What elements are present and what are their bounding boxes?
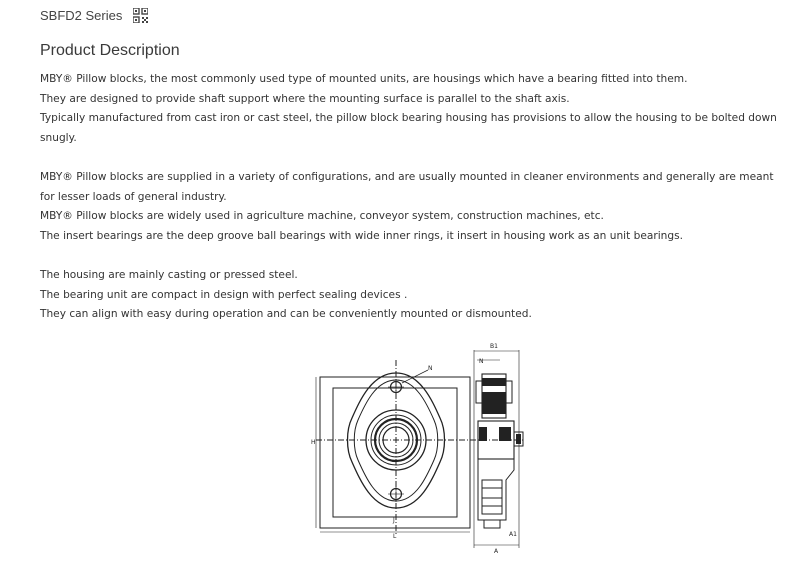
front-view — [316, 360, 470, 535]
desc-line: The bearing unit are compact in design with perfect sealing devices . — [40, 288, 408, 301]
product-description — [40, 70, 785, 325]
product-description-title: Product Description — [40, 42, 180, 59]
desc-line: They can align with easy during operation and can be conveniently mounted or dismounted. — [40, 308, 532, 321]
desc-line: MBY® Pillow blocks are supplied in a variety of configurations, and are usually mounted in cleaner environments and generally are meant for lesser loads of general industry. — [40, 170, 774, 203]
qr-code-icon[interactable] — [133, 8, 148, 23]
desc-line: The housing are mainly casting or pressed steel. — [40, 268, 298, 281]
dim-label-A: A — [494, 548, 499, 555]
dim-label-N-side: N — [479, 358, 484, 365]
desc-line: MBY® Pillow blocks are widely used in agriculture machine, conveyor system, construction machines, etc. — [40, 210, 604, 223]
dim-label-J: J — [393, 517, 395, 524]
dim-label-N: N — [428, 365, 433, 372]
desc-line: The insert bearings are the deep groove ball bearings with wide inner rings, it insert in housing work as an unit bearings. — [40, 229, 684, 242]
dim-label-H: H — [311, 439, 316, 446]
desc-line: Typically manufactured from cast iron or cast steel, the pillow block bearing housing has provisions to allow the housing to be bolted down snugly. — [40, 112, 777, 144]
series-title: SBFD2 Series — [40, 8, 123, 23]
desc-line: MBY® Pillow blocks, the most commonly used type of mounted units, are housings which have a bearing fitted into them. — [40, 73, 688, 85]
desc-line: They are designed to provide shaft support where the mounting surface is parallel to the shaft axis. — [40, 92, 570, 105]
dim-label-A1: A1 — [509, 531, 517, 538]
dim-label-L: L — [393, 533, 397, 540]
dim-label-B1: B1 — [490, 343, 498, 350]
page-header — [40, 8, 148, 23]
side-view — [470, 350, 525, 548]
